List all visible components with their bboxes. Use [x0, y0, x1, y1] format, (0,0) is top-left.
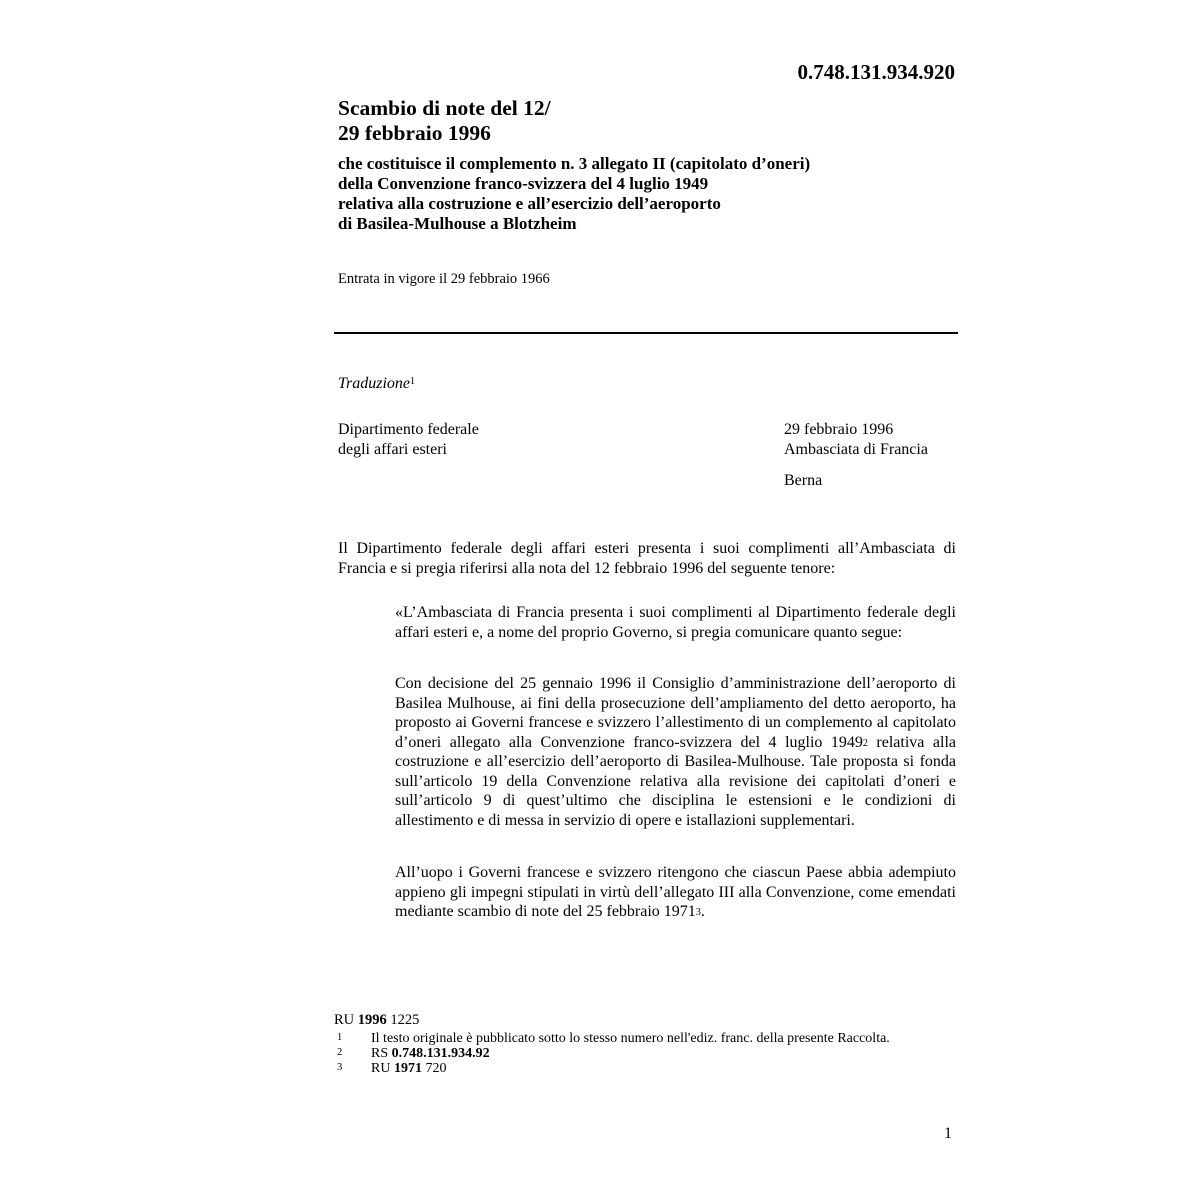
- footnote-ref-1[interactable]: 1: [410, 376, 416, 387]
- footnote-ref-2[interactable]: 2: [862, 737, 868, 749]
- document-subtitle: [338, 154, 810, 234]
- footnote-3-number: 3: [337, 1062, 343, 1073]
- footnote-1-number: 1: [337, 1032, 343, 1043]
- footnote-2: [334, 1046, 944, 1061]
- city: Berna: [784, 472, 823, 489]
- recipient: Ambasciata di Francia: [784, 441, 928, 458]
- quote-3-text-a: All’uopo i Governi francese e svizzero ritengono che ciascun Paese abbia adempiuto appieno gli impegni stipulati in virtù dell’allegato III alla Convenzione, come emendati mediante scambio di note del 25 febbraio 1971: [395, 864, 956, 920]
- footnote-ref-3[interactable]: 3: [695, 907, 701, 918]
- date-recipient-block: [784, 420, 928, 460]
- quote-3-text-b: .: [700, 903, 705, 920]
- ru-reference: [334, 1012, 419, 1029]
- footnote-2-number: 2: [337, 1047, 343, 1058]
- quote-paragraph-1: «L’Ambasciata di Francia presenta i suoi complimenti al Dipartimento federale degli affari esteri e, a nome del proprio Governo, si pregia comunicare quanto segue:: [395, 604, 956, 641]
- footnote-1-text: Il testo originale è pubblicato sotto lo stesso numero nell'ediz. franc. della presente Raccolta.: [371, 1031, 890, 1046]
- translation-text: Traduzione: [338, 375, 411, 392]
- subtitle-line-2: della Convenzione franco-svizzera del 4 luglio 1949: [338, 174, 709, 193]
- footnote-3: [334, 1061, 944, 1076]
- footnote-3-prefix: RU: [371, 1061, 391, 1076]
- title-line-2: 29 febbraio 1996: [338, 121, 491, 145]
- subtitle-line-4: di Basilea-Mulhouse a Blotzheim: [338, 214, 577, 233]
- quote-2-text-b: relativa alla costruzione e all’esercizio dell’aeroporto di Basilea-Mulhouse. Tale proposta si fonda sull’articolo 19 della Convenzione relativa alla revisione dei capitolati d’oneri e sull’articolo 9 di quest’ultimo che disciplina le estensioni e le condizioni di allestimento e di messa in servizio di opere e istallazioni supplementari.: [395, 733, 957, 829]
- intro-paragraph: Il Dipartimento federale degli affari esteri presenta i suoi complimenti all’Ambasciata di Francia e si pregia riferirsi alla nota del 12 febbraio 1996 del seguente tenore:: [338, 540, 956, 577]
- quote-paragraph-3: [395, 863, 956, 922]
- footnote-3-year: 1971: [393, 1061, 422, 1076]
- footnote-1: [334, 1031, 944, 1046]
- footnotes: [334, 1031, 944, 1076]
- translation-label: [338, 375, 415, 393]
- footnote-3-page: 720: [425, 1061, 447, 1076]
- footnote-2-prefix: RS: [371, 1046, 389, 1061]
- sender-line-2: degli affari esteri: [338, 441, 447, 458]
- ru-year: 1996: [357, 1012, 387, 1028]
- entry-into-force: Entrata in vigore il 29 febbraio 1966: [338, 271, 550, 287]
- subtitle-line-1: che costituisce il complemento n. 3 allegato II (capitolato d’oneri): [338, 154, 811, 173]
- ru-prefix: RU: [334, 1012, 355, 1028]
- quote-2-text-a: Con decisione del 25 gennaio 1996 il Consiglio d’amministrazione dell’aeroporto di Basilea Mulhouse, ai fini della prosecuzione dell’ampliamento del detto aeroporto, ha proposto ai Governi francese e svizzero l’allestimento di un complemento al capitolato d’oneri allegato alla Convenzione franco-svizzera del 4 luglio 1949: [395, 675, 956, 751]
- sr-number: 0.748.131.934.920: [797, 60, 955, 84]
- page-number: 1: [944, 1125, 952, 1142]
- quote-paragraph-2: [395, 674, 956, 830]
- footnote-2-ref[interactable]: 0.748.131.934.92: [391, 1046, 490, 1061]
- sender-line-1: Dipartimento federale: [338, 421, 479, 438]
- sender-block: [338, 420, 479, 460]
- title-line-1: Scambio di note del 12/: [338, 96, 551, 120]
- ru-page: 1225: [390, 1012, 420, 1028]
- horizontal-rule: [334, 332, 958, 334]
- letter-date: 29 febbraio 1996: [784, 421, 894, 438]
- subtitle-line-3: relativa alla costruzione e all’esercizio dell’aeroporto: [338, 194, 721, 213]
- document-title: [338, 96, 551, 146]
